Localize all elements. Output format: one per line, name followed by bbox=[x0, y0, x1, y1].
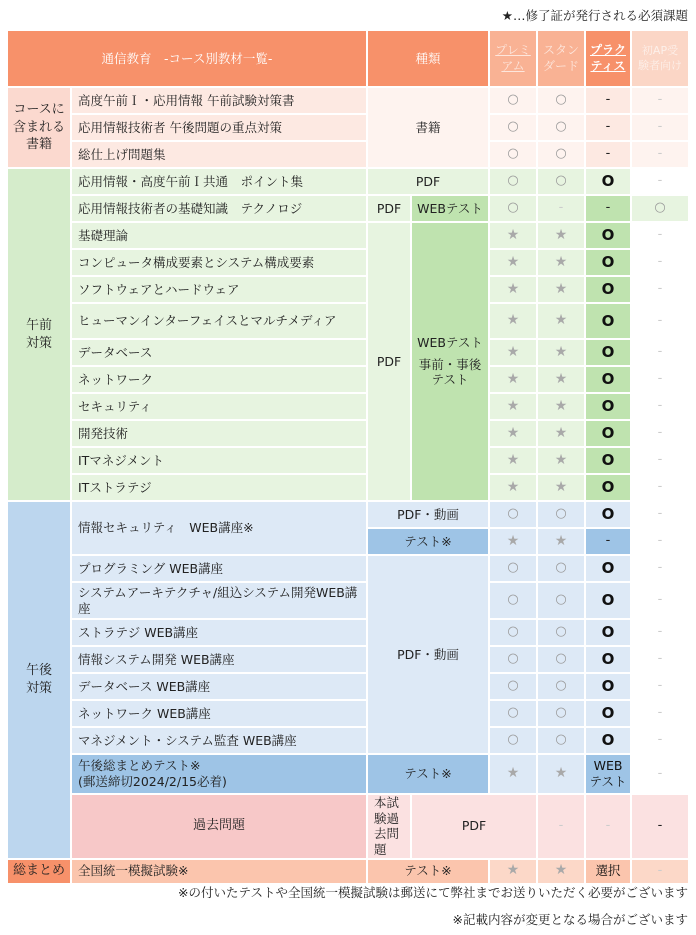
mark-standard: ★ bbox=[538, 223, 586, 250]
mark-premium: ★ bbox=[490, 304, 538, 340]
mark-new-ap: - bbox=[632, 556, 690, 583]
mark-premium: - bbox=[538, 795, 586, 860]
header-standard-line2: ダード bbox=[543, 58, 580, 73]
mark-premium: ★ bbox=[490, 755, 538, 795]
header-premium-line1: プレミ bbox=[495, 42, 531, 57]
pm-security-type2: テスト※ bbox=[368, 529, 490, 556]
mark-standard: ○ bbox=[538, 620, 586, 647]
mark-premium: ○ bbox=[490, 556, 538, 583]
mark-premium: ○ bbox=[490, 142, 538, 169]
mark-premium: ○ bbox=[490, 115, 538, 142]
header-new-ap-line2: 験者向け bbox=[638, 58, 683, 72]
pm-row-name: ネットワーク WEB講座 bbox=[72, 701, 368, 728]
mark-practice: - bbox=[586, 115, 632, 142]
am-group-type-left: PDF bbox=[368, 223, 412, 502]
mark-new-ap: - bbox=[632, 448, 690, 475]
mark-new-ap: - bbox=[632, 728, 690, 755]
mark-new-ap: - bbox=[632, 583, 690, 620]
mark-standard: ★ bbox=[538, 475, 586, 502]
mark-practice: O bbox=[586, 304, 632, 340]
mark-new-ap: - bbox=[632, 701, 690, 728]
mark-standard: ○ bbox=[538, 169, 586, 196]
am-row-name: コンピュータ構成要素とシステム構成要素 bbox=[72, 250, 368, 277]
mark-standard: ★ bbox=[538, 250, 586, 277]
mark-premium: ★ bbox=[490, 223, 538, 250]
mark-new-ap: - bbox=[632, 250, 690, 277]
mark-premium: ★ bbox=[490, 475, 538, 502]
pm-final-name-line1: 午後総まとめテスト※ bbox=[78, 758, 201, 774]
mark-practice: O bbox=[586, 421, 632, 448]
book-row-name: 応用情報技術者 午後問題の重点対策 bbox=[72, 115, 368, 142]
books-type: 書籍 bbox=[368, 88, 490, 169]
mark-standard: ★ bbox=[538, 277, 586, 304]
mark-premium: ○ bbox=[490, 583, 538, 620]
mark-premium: ○ bbox=[490, 674, 538, 701]
summary-type: テスト※ bbox=[368, 860, 490, 885]
category-books-line1: コースに bbox=[13, 102, 65, 118]
header-new-ap bbox=[632, 31, 690, 88]
mark-practice: O bbox=[586, 367, 632, 394]
mark-premium: ○ bbox=[490, 728, 538, 755]
mark-new-ap: - bbox=[632, 223, 690, 250]
mark-standard: ★ bbox=[538, 421, 586, 448]
mark-premium: ○ bbox=[490, 169, 538, 196]
pm-group-type: PDF・動画 bbox=[368, 556, 490, 755]
mark-standard: ★ bbox=[538, 755, 586, 795]
mark-practice: O bbox=[586, 250, 632, 277]
mark-premium: ★ bbox=[490, 367, 538, 394]
am-row-name: 開発技術 bbox=[72, 421, 368, 448]
pm-security-type1: PDF・動画 bbox=[368, 502, 490, 529]
summary-practice: 選択 bbox=[586, 860, 632, 885]
pm-row-name: システムアーキテクチャ/組込システム開発WEB講座 bbox=[72, 583, 368, 620]
category-books-line2: 含まれる bbox=[12, 119, 65, 135]
mark-standard: ○ bbox=[538, 88, 586, 115]
am-row-name: ソフトウェアとハードウェア bbox=[72, 277, 368, 304]
header-type: 種類 bbox=[368, 31, 490, 88]
mark-new-ap: - bbox=[632, 755, 690, 795]
am-row-name: ヒューマンインターフェイスとマルチメディア bbox=[72, 304, 368, 340]
mark-standard: - bbox=[586, 795, 632, 860]
mark-new-ap: - bbox=[632, 674, 690, 701]
am-row-type: PDF bbox=[368, 169, 490, 196]
summary-name: 全国統一模擬試験※ bbox=[72, 860, 368, 885]
mark-new-ap: - bbox=[632, 142, 690, 169]
book-row-name: 総仕上げ問題集 bbox=[72, 142, 368, 169]
mark-practice: O bbox=[586, 169, 632, 196]
mark-standard: ★ bbox=[538, 304, 586, 340]
pm-final-name bbox=[72, 755, 368, 795]
header-premium-line2: アム bbox=[501, 58, 525, 73]
mark-premium: ★ bbox=[490, 250, 538, 277]
category-am bbox=[8, 169, 72, 502]
am-group-type-right-line3: テスト bbox=[431, 372, 469, 388]
pm-final-name-line2: (郵送締切2024/2/15必着) bbox=[78, 774, 227, 789]
am-row-name: データベース bbox=[72, 340, 368, 367]
am-row-name: セキュリティ bbox=[72, 394, 368, 421]
mark-new-ap: - bbox=[632, 340, 690, 367]
past-type: PDF bbox=[412, 795, 538, 860]
am-row-name: 応用情報技術者の基礎知識 テクノロジ bbox=[72, 196, 368, 223]
am-row-name: 応用情報・高度午前Ｉ共通 ポイント集 bbox=[72, 169, 368, 196]
mark-standard: - bbox=[538, 196, 586, 223]
category-am-line2: 対策 bbox=[25, 335, 52, 351]
header-practice-line1: プラク bbox=[590, 42, 627, 57]
mark-premium: ★ bbox=[490, 340, 538, 367]
mark-premium: ★ bbox=[490, 529, 538, 556]
book-row-name: 高度午前Ｉ・応用情報 午前試験対策書 bbox=[72, 88, 368, 115]
header-practice-line2: ティス bbox=[590, 58, 626, 73]
mark-practice: O bbox=[586, 277, 632, 304]
mark-standard: ○ bbox=[538, 583, 586, 620]
mark-premium: ○ bbox=[490, 196, 538, 223]
mark-practice: O bbox=[586, 394, 632, 421]
am-row-name: 基礎理論 bbox=[72, 223, 368, 250]
mark-standard: ○ bbox=[538, 142, 586, 169]
mark-practice: O bbox=[586, 475, 632, 502]
am-group-type-right bbox=[412, 223, 490, 502]
mark-new-ap: - bbox=[632, 860, 690, 885]
mark-premium: ★ bbox=[490, 277, 538, 304]
am-row-name: ネットワーク bbox=[72, 367, 368, 394]
category-summary: 総まとめ bbox=[8, 860, 72, 885]
mark-practice: - bbox=[586, 196, 632, 223]
mark-premium: ○ bbox=[490, 620, 538, 647]
course-table-wrapper bbox=[8, 31, 690, 885]
mark-practice: O bbox=[586, 448, 632, 475]
am-group-type-right-line1: WEBテスト bbox=[417, 335, 483, 351]
mark-new-ap: - bbox=[632, 647, 690, 674]
mark-premium: ★ bbox=[490, 860, 538, 885]
am-row-type-right: WEBテスト bbox=[412, 196, 490, 223]
pm-final-type: テスト※ bbox=[368, 755, 490, 795]
header-main: 通信教育 -コース別教材一覧- bbox=[8, 31, 368, 88]
mark-new-ap: - bbox=[632, 88, 690, 115]
course-materials-table bbox=[8, 31, 690, 885]
mark-new-ap: - bbox=[632, 169, 690, 196]
pm-row-name: ストラテジ WEB講座 bbox=[72, 620, 368, 647]
mark-premium: ○ bbox=[490, 647, 538, 674]
mark-new-ap: - bbox=[632, 502, 690, 529]
header-premium bbox=[490, 31, 538, 88]
mark-standard: ○ bbox=[538, 728, 586, 755]
mark-standard: ○ bbox=[538, 502, 586, 529]
mark-premium: ★ bbox=[490, 394, 538, 421]
pm-final-practice-line2: テスト bbox=[589, 774, 627, 789]
pm-row-name: 情報システム開発 WEB講座 bbox=[72, 647, 368, 674]
header-practice bbox=[586, 31, 632, 88]
am-group-type-right-line2: 事前・事後 bbox=[418, 356, 482, 372]
mark-premium: ★ bbox=[490, 448, 538, 475]
mark-practice: O bbox=[586, 701, 632, 728]
pm-row-name: マネジメント・システム監査 WEB講座 bbox=[72, 728, 368, 755]
mark-practice: O bbox=[586, 674, 632, 701]
header-new-ap-line1: 初AP受 bbox=[641, 44, 679, 58]
mark-practice: O bbox=[586, 223, 632, 250]
mark-new-ap: - bbox=[632, 421, 690, 448]
mark-practice: O bbox=[586, 728, 632, 755]
am-row-name: ITストラテジ bbox=[72, 475, 368, 502]
pm-final-practice bbox=[586, 755, 632, 795]
pm-row-name: データベース WEB講座 bbox=[72, 674, 368, 701]
header-standard bbox=[538, 31, 586, 88]
category-pm bbox=[8, 502, 72, 860]
mark-practice: O bbox=[586, 556, 632, 583]
mark-new-ap: - bbox=[632, 367, 690, 394]
pm-security-name: 情報セキュリティ WEB講座※ bbox=[72, 502, 368, 556]
mark-new-ap: - bbox=[632, 475, 690, 502]
am-row-name: ITマネジメント bbox=[72, 448, 368, 475]
mark-standard: ○ bbox=[538, 674, 586, 701]
mark-practice: - bbox=[586, 88, 632, 115]
mark-standard: ★ bbox=[538, 448, 586, 475]
required-note: ★…修了証が発行される必須課題 bbox=[501, 8, 688, 23]
mark-premium: ○ bbox=[490, 701, 538, 728]
mark-standard: ○ bbox=[538, 701, 586, 728]
mark-premium: ★ bbox=[490, 421, 538, 448]
mark-practice: O bbox=[586, 583, 632, 620]
mark-practice: O bbox=[586, 502, 632, 529]
category-pm-line1: 午後 bbox=[25, 663, 52, 679]
past-name: 本試験過去問題 bbox=[368, 795, 412, 860]
mark-new-ap: - bbox=[632, 529, 690, 556]
category-pm-line2: 対策 bbox=[25, 680, 52, 696]
header-standard-line1: スタン bbox=[543, 42, 580, 57]
mark-practice: O bbox=[586, 340, 632, 367]
mark-standard: ○ bbox=[538, 647, 586, 674]
mark-new-ap: - bbox=[632, 304, 690, 340]
footnote-change: ※記載内容が変更となる場合がございます bbox=[452, 912, 688, 927]
pm-row-name: プログラミング WEB講座 bbox=[72, 556, 368, 583]
mark-new-ap: ○ bbox=[632, 196, 690, 223]
mark-standard: ★ bbox=[538, 340, 586, 367]
mark-practice: - bbox=[586, 142, 632, 169]
am-row-type-left: PDF bbox=[368, 196, 412, 223]
mark-practice: - bbox=[632, 795, 690, 860]
mark-premium: ○ bbox=[490, 88, 538, 115]
mark-new-ap: - bbox=[632, 394, 690, 421]
category-books-line3: 書籍 bbox=[25, 137, 52, 153]
mark-practice: O bbox=[586, 647, 632, 674]
mark-new-ap: - bbox=[632, 620, 690, 647]
footnote-mail: ※の付いたテストや全国統一模擬試験は郵送にて弊社までお送りいただく必要がございます bbox=[178, 885, 688, 900]
category-books bbox=[8, 88, 72, 169]
mark-standard: ★ bbox=[538, 367, 586, 394]
mark-practice: - bbox=[586, 529, 632, 556]
mark-standard: ★ bbox=[538, 860, 586, 885]
pm-final-practice-line1: WEB bbox=[593, 758, 623, 774]
category-past: 過去問題 bbox=[72, 795, 368, 860]
mark-standard: ★ bbox=[538, 529, 586, 556]
mark-standard: ○ bbox=[538, 556, 586, 583]
mark-new-ap: - bbox=[632, 115, 690, 142]
mark-premium: ○ bbox=[490, 502, 538, 529]
mark-standard: ★ bbox=[538, 394, 586, 421]
mark-standard: ○ bbox=[538, 115, 586, 142]
category-am-line1: 午前 bbox=[25, 317, 52, 333]
mark-practice: O bbox=[586, 620, 632, 647]
mark-new-ap: - bbox=[632, 277, 690, 304]
